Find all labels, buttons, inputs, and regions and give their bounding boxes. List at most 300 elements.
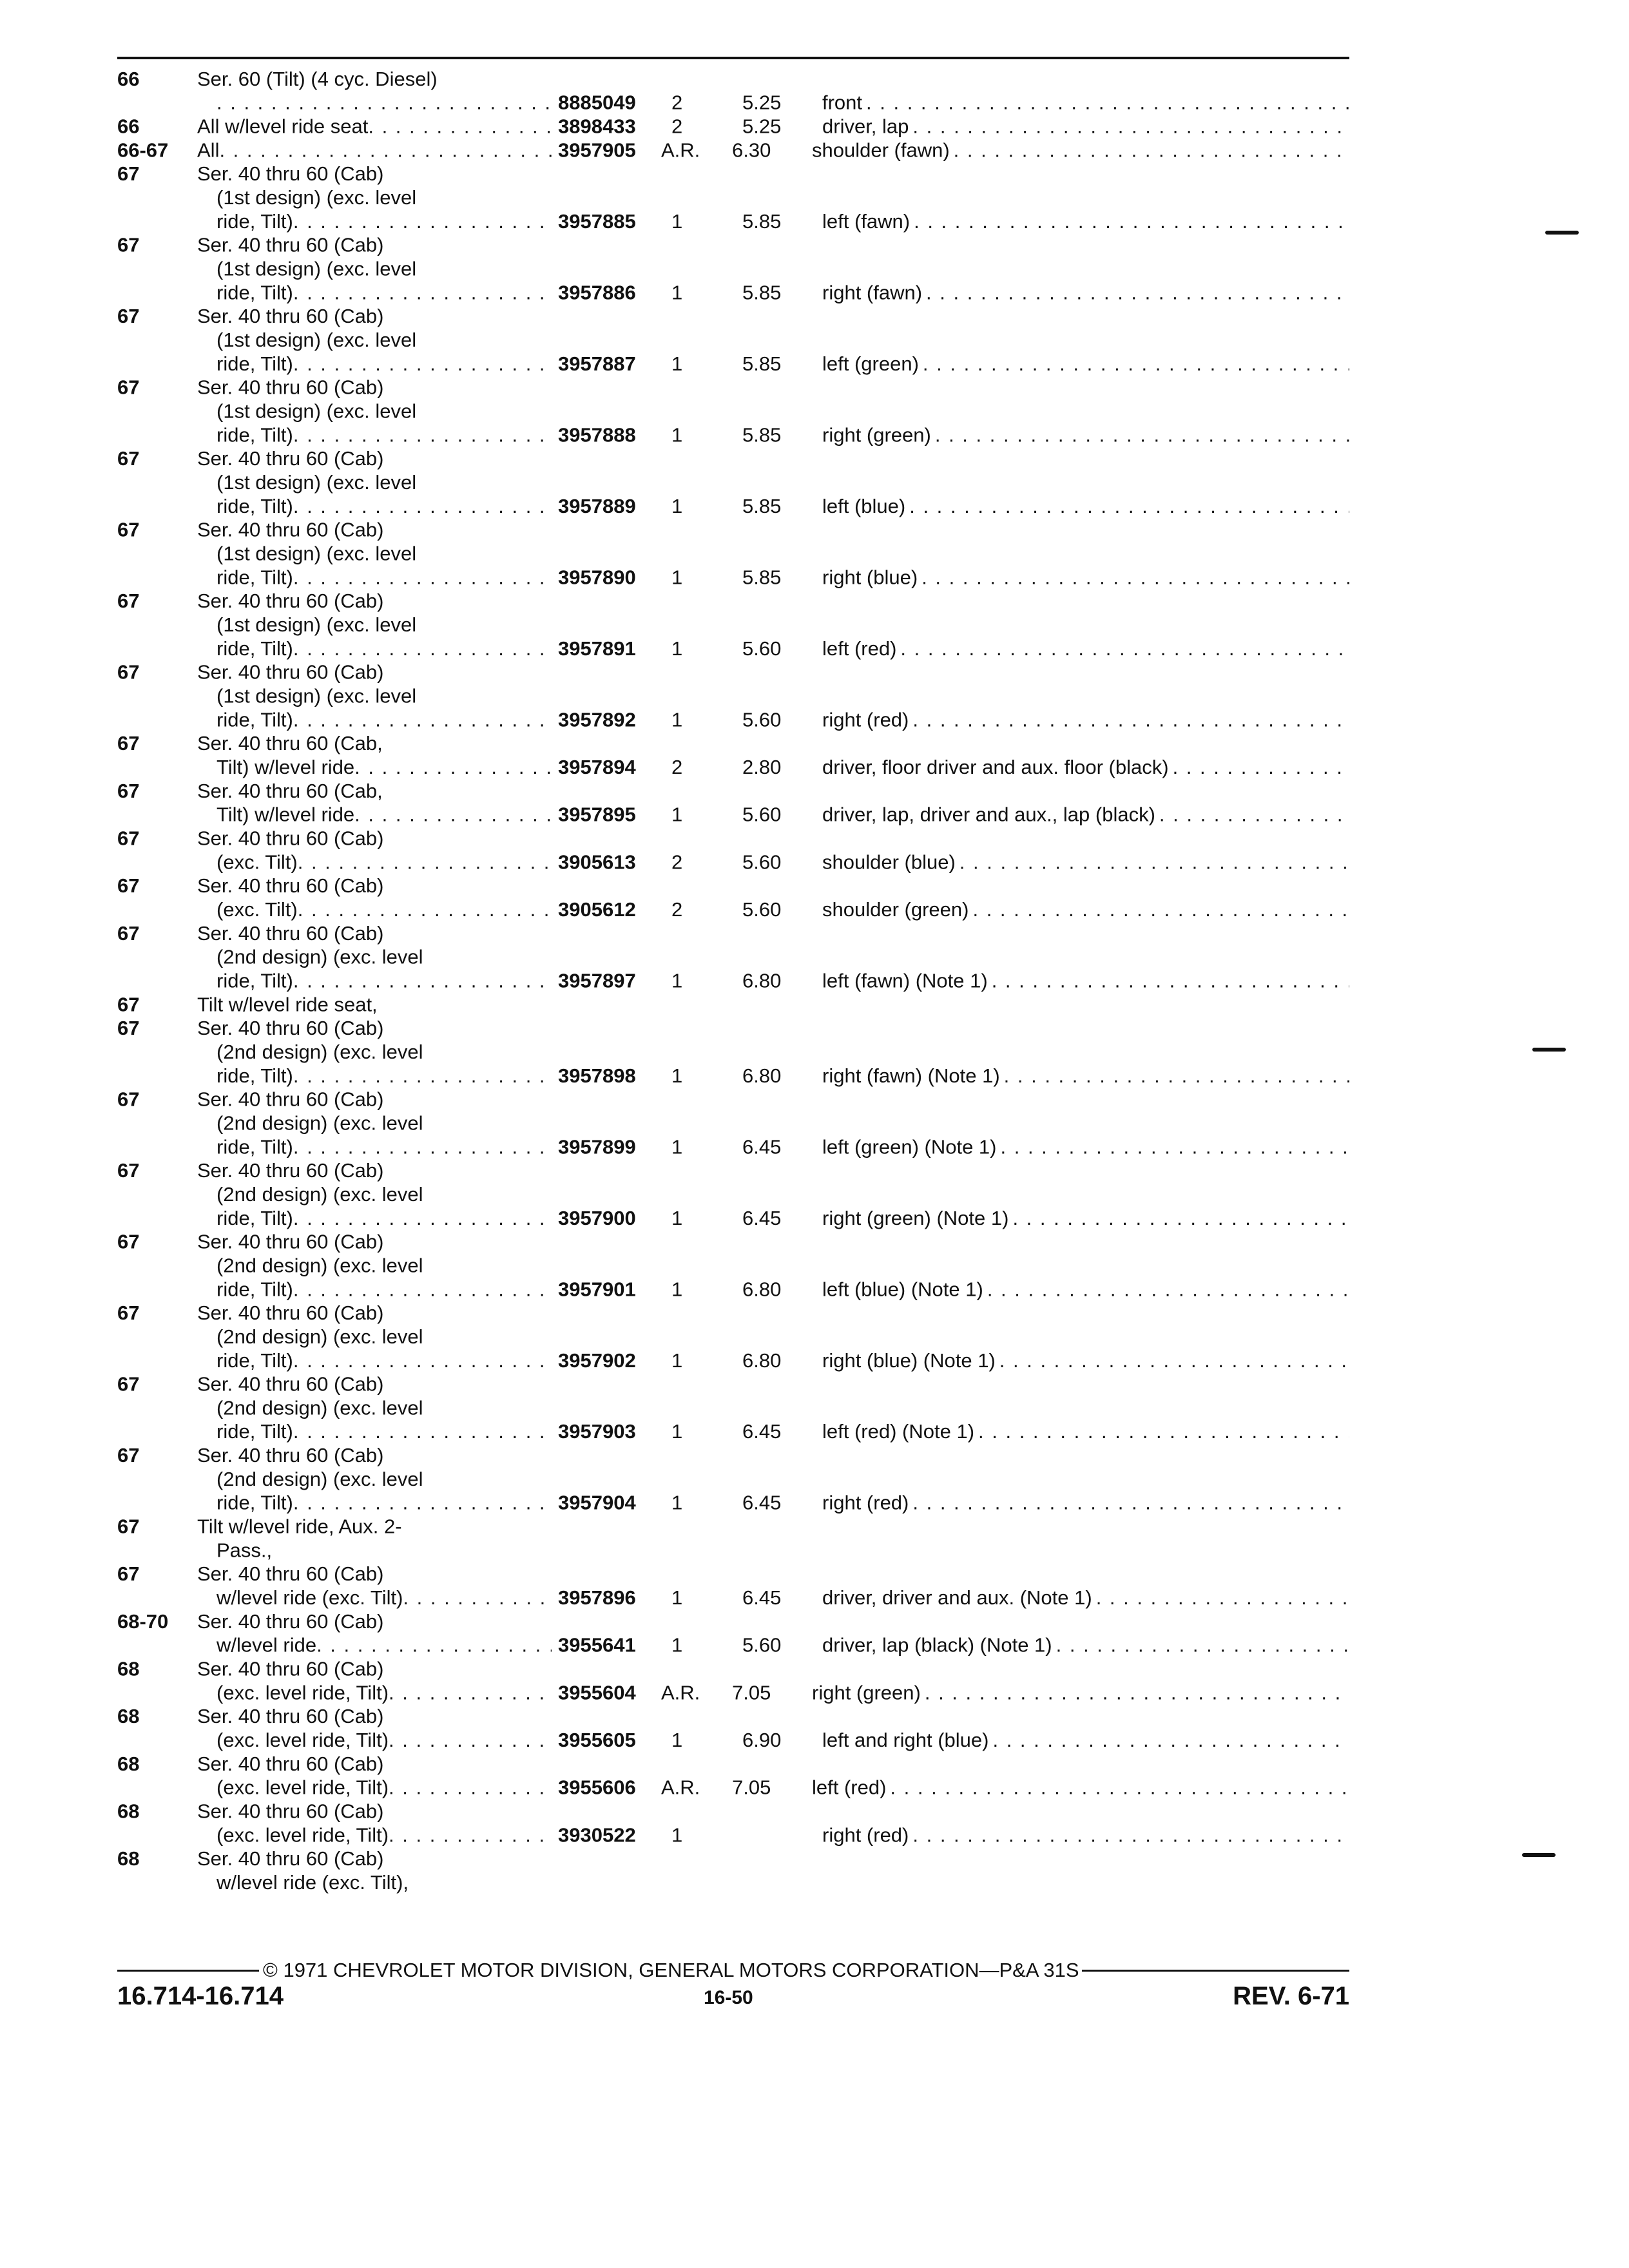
- description-line: (1st design) (exc. level: [217, 542, 417, 565]
- parts-row: [117, 518, 1349, 589]
- price: 7.05: [732, 1681, 771, 1704]
- application-description: [197, 1610, 552, 1657]
- application-description: [197, 1088, 552, 1158]
- application-description: [197, 827, 552, 874]
- description-line: ride, Tilt): [217, 1420, 293, 1443]
- model-year: 67: [117, 1302, 140, 1325]
- dot-leader: [293, 1206, 552, 1230]
- part-name: [812, 138, 1349, 162]
- application-description: [197, 138, 552, 162]
- price: 5.25: [742, 91, 782, 114]
- description-leader-line: [197, 138, 552, 162]
- description-line: (1st design) (exc. level: [217, 399, 417, 423]
- description-line: ride, Tilt): [217, 708, 293, 731]
- model-year: 68: [117, 1800, 140, 1823]
- description-leader-line: [197, 1728, 552, 1752]
- description-line: Ser. 40 thru 60 (Cab): [197, 1800, 384, 1823]
- description-line: (exc. Tilt): [217, 850, 298, 874]
- dot-leader: [996, 1349, 1349, 1372]
- application-description: [197, 1016, 552, 1087]
- application-description: [197, 1657, 552, 1705]
- parts-row: [117, 660, 1349, 731]
- parts-row: [117, 233, 1349, 304]
- parts-row: [117, 1016, 1349, 1087]
- section-id: 16.714-16.714: [117, 1982, 284, 2010]
- quantity: 1: [671, 708, 683, 731]
- description-line: w/level ride (exc. Tilt),: [217, 1871, 409, 1894]
- dot-leader: [293, 707, 552, 731]
- dot-leader: [909, 707, 1349, 731]
- part-name-text: shoulder (fawn): [812, 139, 950, 162]
- application-description: [197, 447, 552, 517]
- quantity: 1: [671, 1206, 683, 1229]
- part-name: [822, 91, 1349, 115]
- description-leader-line: [197, 1823, 552, 1847]
- dot-leader: [293, 1277, 552, 1301]
- part-name: [822, 1277, 1349, 1301]
- application-description: [197, 67, 552, 115]
- dot-leader: [1008, 1206, 1349, 1230]
- model-year: 67: [117, 921, 140, 945]
- margin-mark: [1522, 1853, 1556, 1857]
- model-year: 67: [117, 1017, 140, 1040]
- part-name-text: driver, lap: [822, 115, 909, 138]
- parts-row: [117, 447, 1349, 517]
- quantity: 2: [671, 898, 683, 921]
- dot-leader: [922, 280, 1349, 304]
- part-name-text: left (red): [812, 1776, 887, 1799]
- description-leader-line: [197, 280, 552, 304]
- application-description: [197, 1230, 552, 1301]
- price: 6.80: [742, 1064, 782, 1087]
- description-line: Ser. 40 thru 60 (Cab): [197, 660, 384, 684]
- page-number: 16-50: [704, 1987, 753, 2008]
- part-number: 3957892: [558, 708, 636, 731]
- part-name: [822, 637, 1349, 660]
- margin-mark: [1532, 1048, 1566, 1052]
- description-line: (1st design) (exc. level: [217, 186, 417, 209]
- description-line: Ser. 40 thru 60 (Cab): [197, 233, 384, 256]
- dot-leader: [1155, 803, 1349, 827]
- part-number: 3957891: [558, 637, 636, 660]
- model-year: 67: [117, 660, 140, 684]
- dot-leader: [403, 1586, 552, 1610]
- part-name: [822, 755, 1349, 779]
- quantity: 1: [671, 803, 683, 826]
- model-year: 67: [117, 518, 140, 541]
- part-name-text: left (red): [822, 637, 897, 660]
- price: 6.30: [732, 139, 771, 162]
- description-line: ride, Tilt): [217, 423, 293, 447]
- parts-row: [117, 1088, 1349, 1158]
- quantity: 1: [671, 1278, 683, 1301]
- description-line: ride, Tilt): [217, 1349, 293, 1372]
- description-line: Tilt) w/level ride: [217, 803, 355, 826]
- part-number: 3957885: [558, 209, 636, 233]
- quantity: 1: [671, 1349, 683, 1372]
- model-year: 67: [117, 162, 140, 186]
- description-leader-line: [197, 209, 552, 233]
- parts-row: [117, 1562, 1349, 1610]
- application-description: [197, 779, 552, 827]
- price: 6.80: [742, 1349, 782, 1372]
- dot-leader: [909, 1491, 1349, 1515]
- description-line: Ser. 40 thru 60 (Cab): [197, 1444, 384, 1467]
- part-number: 3957889: [558, 494, 636, 517]
- quantity: 1: [671, 1729, 683, 1752]
- description-leader-line: [197, 1586, 552, 1610]
- part-name-text: front: [822, 91, 863, 114]
- footer-rule: [117, 1970, 259, 1972]
- dot-leader: [368, 115, 552, 139]
- dot-leader: [921, 1681, 1349, 1705]
- description-line: ride, Tilt): [217, 209, 293, 233]
- part-name-text: right (fawn): [822, 281, 923, 304]
- part-number: 3957890: [558, 566, 636, 589]
- part-name-text: shoulder (blue): [822, 850, 956, 874]
- description-line: (exc. level ride, Tilt): [217, 1823, 389, 1847]
- parts-row: [117, 1800, 1349, 1847]
- dot-leader: [389, 1728, 552, 1752]
- model-year: 67: [117, 233, 140, 256]
- part-number: 3957896: [558, 1586, 636, 1610]
- description-line: Ser. 40 thru 60 (Cab): [197, 1562, 384, 1586]
- dot-leader: [969, 898, 1349, 921]
- description-line: Ser. 40 thru 60 (Cab): [197, 1753, 384, 1775]
- price: 5.60: [742, 637, 782, 660]
- application-description: [197, 921, 552, 992]
- quantity: 1: [671, 209, 683, 233]
- description-line: ride, Tilt): [217, 281, 293, 304]
- dot-leader: [389, 1823, 552, 1847]
- description-leader-line: [197, 1064, 552, 1088]
- part-name: [822, 969, 1349, 993]
- parts-row: [117, 731, 1349, 779]
- description-line: Ser. 40 thru 60 (Cab,: [197, 779, 383, 802]
- quantity: A.R.: [661, 139, 700, 162]
- part-name-text: right (green) (Note 1): [822, 1206, 1009, 1229]
- application-description: [197, 1158, 552, 1229]
- description-line: Ser. 40 thru 60 (Cab): [197, 1302, 384, 1325]
- price: 5.60: [742, 803, 782, 826]
- price: 5.85: [742, 352, 782, 375]
- quantity: 1: [671, 969, 683, 992]
- dot-leader: [983, 1277, 1349, 1301]
- part-number: 3957887: [558, 352, 636, 375]
- dot-leader: [1092, 1586, 1349, 1610]
- description-line: Ser. 40 thru 60 (Cab): [197, 1159, 384, 1182]
- part-number: 3957894: [558, 756, 636, 778]
- application-description: [197, 1847, 552, 1894]
- parts-row: [117, 376, 1349, 447]
- description-leader-line: [197, 898, 552, 921]
- price: 5.85: [742, 423, 782, 447]
- description-line: Ser. 40 thru 60 (Cab): [197, 874, 384, 898]
- price: 5.60: [742, 898, 782, 921]
- price: 5.85: [742, 281, 782, 304]
- parts-row: [117, 1657, 1349, 1705]
- description-line: (exc. level ride, Tilt): [217, 1681, 389, 1704]
- part-number: 3957901: [558, 1278, 636, 1301]
- description-line: Ser. 40 thru 60 (Cab): [197, 1847, 384, 1870]
- quantity: 1: [671, 494, 683, 517]
- price: 6.45: [742, 1135, 782, 1158]
- model-year: 68: [117, 1705, 140, 1728]
- copyright-text: © 1971 CHEVROLET MOTOR DIVISION, GENERAL MOTORS CORPORATION—P&A 31S: [263, 1959, 1079, 1981]
- quantity: 1: [671, 1823, 683, 1847]
- part-number: 3955606: [558, 1776, 636, 1799]
- part-name-text: left and right (blue): [822, 1729, 989, 1752]
- part-number: 3955605: [558, 1729, 636, 1752]
- description-leader-line: [197, 423, 552, 447]
- description-line: (1st design) (exc. level: [217, 257, 417, 280]
- quantity: 1: [671, 1491, 683, 1514]
- part-number: 3957900: [558, 1206, 636, 1229]
- model-year: 67: [117, 1515, 140, 1538]
- revision-label: REV. 6-71: [1233, 1982, 1349, 2010]
- price: 6.45: [742, 1586, 782, 1610]
- model-year: 66: [117, 115, 140, 138]
- parts-row: [117, 1372, 1349, 1443]
- part-name-text: right (red): [822, 708, 909, 731]
- part-name-text: right (green): [822, 423, 931, 447]
- description-line: Ser. 40 thru 60 (Cab): [197, 921, 384, 945]
- description-line: (1st design) (exc. level: [217, 684, 417, 707]
- description-line: (2nd design) (exc. level: [217, 1183, 423, 1206]
- part-name-text: left (red) (Note 1): [822, 1420, 975, 1443]
- description-line: Ser. 40 thru 60 (Cab): [197, 1017, 384, 1040]
- part-name: [822, 1064, 1349, 1088]
- application-description: [197, 660, 552, 731]
- part-name-text: left (fawn): [822, 209, 911, 233]
- part-name: [822, 1135, 1349, 1158]
- description-leader-line: [197, 1135, 552, 1158]
- price: 6.80: [742, 969, 782, 992]
- part-number: 3930522: [558, 1823, 636, 1847]
- top-rule: [117, 57, 1349, 59]
- dot-leader: [293, 352, 552, 376]
- dot-leader: [219, 138, 552, 162]
- model-year: 67: [117, 376, 140, 399]
- price: 6.90: [742, 1729, 782, 1752]
- part-number: 3957899: [558, 1135, 636, 1158]
- dot-leader: [293, 494, 552, 518]
- dot-leader: [910, 209, 1349, 233]
- part-name: [812, 1681, 1349, 1705]
- part-number: 3957888: [558, 423, 636, 447]
- quantity: 1: [671, 423, 683, 447]
- model-year: 67: [117, 874, 140, 898]
- parts-row: [117, 921, 1349, 992]
- dot-leader: [956, 850, 1349, 874]
- description-leader-line: [197, 1776, 552, 1800]
- description-line: Ser. 40 thru 60 (Cab): [197, 827, 384, 850]
- part-name: [822, 280, 1349, 304]
- parts-row: [117, 992, 1349, 1016]
- model-year: 67: [117, 305, 140, 328]
- description-line: (exc. level ride, Tilt): [217, 1729, 389, 1752]
- description-line: Ser. 40 thru 60 (Cab,: [197, 732, 383, 755]
- dot-leader: [298, 850, 552, 874]
- quantity: 1: [671, 566, 683, 589]
- part-name: [822, 565, 1349, 589]
- description-line: ride, Tilt): [217, 1064, 293, 1087]
- model-year: 67: [117, 993, 140, 1016]
- part-number: 3957903: [558, 1420, 636, 1443]
- description-line: Ser. 40 thru 60 (Cab): [197, 1372, 384, 1396]
- application-description: [197, 1562, 552, 1610]
- description-leader-line: [197, 494, 552, 518]
- price: 5.85: [742, 566, 782, 589]
- description-leader-line: [197, 1681, 552, 1705]
- description-leader-line: [197, 1349, 552, 1372]
- parts-row: [117, 115, 1349, 139]
- dot-leader: [293, 969, 552, 993]
- price: 5.60: [742, 850, 782, 874]
- model-year: 68: [117, 1657, 140, 1680]
- description-leader-line: [197, 1277, 552, 1301]
- dot-leader: [886, 1776, 1349, 1800]
- description-leader-line: [197, 755, 552, 779]
- dot-leader: [293, 1349, 552, 1372]
- application-description: [197, 1704, 552, 1752]
- description-line: ride, Tilt): [217, 494, 293, 517]
- dot-leader: [997, 1135, 1350, 1158]
- part-name: [822, 1419, 1349, 1443]
- dot-leader: [988, 969, 1349, 993]
- description-leader-line: [197, 1491, 552, 1515]
- price: 7.05: [732, 1776, 771, 1799]
- description-leader-line: [197, 707, 552, 731]
- part-name: [822, 850, 1349, 874]
- part-name-text: shoulder (green): [822, 898, 969, 921]
- description-line: All: [197, 139, 220, 162]
- part-number: 3957897: [558, 969, 636, 992]
- part-name: [822, 1823, 1349, 1847]
- part-name-text: right (fawn) (Note 1): [822, 1064, 1000, 1087]
- dot-leader: [389, 1681, 552, 1705]
- description-leader-line: [197, 803, 552, 827]
- description-line: w/level ride: [217, 1633, 317, 1657]
- part-number: 3957902: [558, 1349, 636, 1372]
- description-line: Ser. 40 thru 60 (Cab): [197, 1657, 384, 1680]
- part-name: [822, 352, 1349, 376]
- quantity: A.R.: [661, 1681, 700, 1704]
- description-leader-line: [197, 1633, 552, 1657]
- description-leader-line: [197, 91, 552, 115]
- description-line: Ser. 40 thru 60 (Cab): [197, 162, 384, 186]
- description-line: (2nd design) (exc. level: [217, 1111, 423, 1135]
- application-description: [197, 731, 552, 779]
- description-line: Ser. 40 thru 60 (Cab): [197, 590, 384, 613]
- dot-leader: [389, 1776, 552, 1800]
- dot-leader: [354, 755, 552, 779]
- dot-leader: [293, 637, 552, 660]
- model-year: 68: [117, 1847, 140, 1870]
- parts-row: [117, 1230, 1349, 1301]
- part-number: 8885049: [558, 91, 636, 114]
- margin-mark: [1545, 231, 1579, 235]
- parts-row: [117, 67, 1349, 115]
- description-line: Ser. 40 thru 60 (Cab): [197, 1088, 384, 1111]
- dot-leader: [293, 1419, 552, 1443]
- part-name-text: right (red): [822, 1491, 909, 1514]
- model-year: 67: [117, 1230, 140, 1253]
- dot-leader: [293, 1135, 552, 1158]
- description-leader-line: [197, 969, 552, 993]
- application-description: [197, 233, 552, 304]
- part-name: [822, 707, 1349, 731]
- part-name: [822, 423, 1349, 447]
- part-name: [822, 803, 1349, 827]
- description-line: Tilt w/level ride, Aux. 2-: [197, 1515, 402, 1538]
- application-description: [197, 1443, 552, 1514]
- footer-rule: [1082, 1970, 1349, 1972]
- dot-leader: [293, 280, 552, 304]
- model-year: 68: [117, 1753, 140, 1775]
- part-number: 3905612: [558, 898, 636, 921]
- dot-leader: [1052, 1633, 1349, 1657]
- description-leader-line: [197, 352, 552, 376]
- dot-leader: [316, 1633, 552, 1657]
- description-leader-line: [197, 850, 552, 874]
- part-name: [822, 1349, 1349, 1372]
- parts-row: [117, 162, 1349, 233]
- description-line: Ser. 40 thru 60 (Cab): [197, 376, 384, 399]
- description-line: (2nd design) (exc. level: [217, 1468, 423, 1490]
- application-description: [197, 992, 552, 1016]
- dot-leader: [217, 91, 552, 115]
- application-description: [197, 115, 552, 139]
- model-year: 68-70: [117, 1610, 169, 1633]
- quantity: 1: [671, 1633, 683, 1657]
- dot-leader: [896, 637, 1349, 660]
- parts-row: [117, 1515, 1349, 1562]
- price: 5.25: [742, 115, 782, 138]
- price: 5.85: [742, 494, 782, 517]
- model-year: 67: [117, 590, 140, 613]
- parts-row: [117, 874, 1349, 921]
- quantity: 1: [671, 1064, 683, 1087]
- model-year: 67: [117, 1562, 140, 1586]
- price: 6.45: [742, 1420, 782, 1443]
- dot-leader: [909, 1823, 1349, 1847]
- application-description: [197, 1301, 552, 1372]
- model-year: 67: [117, 1372, 140, 1396]
- description-line: (1st design) (exc. level: [217, 329, 417, 351]
- dot-leader: [931, 423, 1349, 447]
- quantity: 1: [671, 1420, 683, 1443]
- part-number: 3957905: [558, 139, 636, 162]
- description-leader-line: [197, 1206, 552, 1230]
- part-number: 3905613: [558, 850, 636, 874]
- dot-leader: [862, 91, 1349, 115]
- description-line: (2nd design) (exc. level: [217, 1325, 423, 1348]
- description-line: Ser. 40 thru 60 (Cab): [197, 1705, 384, 1728]
- dot-leader: [909, 115, 1349, 139]
- quantity: 2: [671, 850, 683, 874]
- description-line: Tilt) w/level ride: [217, 756, 355, 778]
- description-line: ride, Tilt): [217, 969, 293, 992]
- part-name: [822, 1491, 1349, 1515]
- part-number: 3955641: [558, 1633, 636, 1657]
- price: 5.60: [742, 1633, 782, 1657]
- quantity: A.R.: [661, 1776, 700, 1799]
- part-name: [822, 1586, 1349, 1610]
- description-line: Ser. 40 thru 60 (Cab): [197, 518, 384, 541]
- description-line: Ser. 40 thru 60 (Cab): [197, 1230, 384, 1253]
- application-description: [197, 1372, 552, 1443]
